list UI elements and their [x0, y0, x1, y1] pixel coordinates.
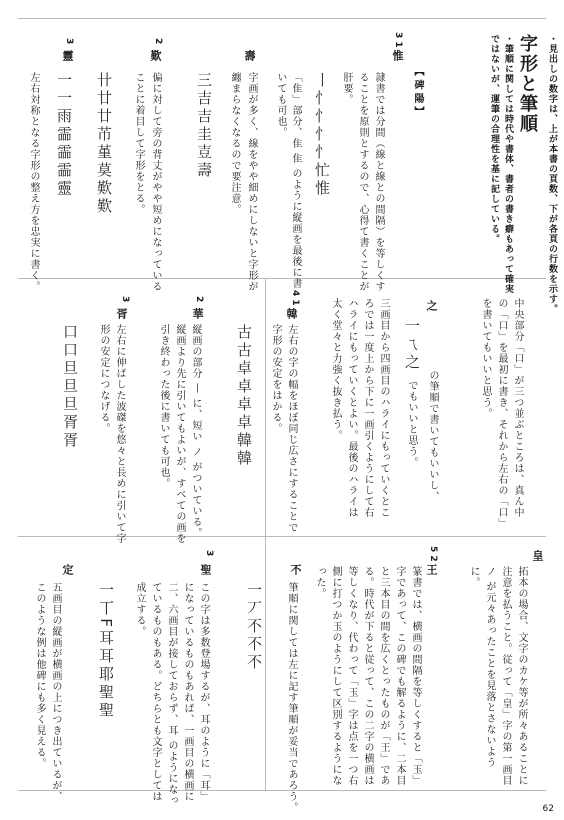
- column-divider-1: [265, 279, 266, 536]
- stroke-order-sequence: 一丆不不不: [245, 582, 263, 672]
- entry-heading: 韓: [285, 308, 298, 319]
- entry-text: 字形の安定をはかる。: [270, 324, 281, 434]
- entry-text: 側に打つか玉のようにして区別するようにな: [330, 566, 341, 786]
- section-rule-2: [18, 536, 546, 537]
- entry-text: 三画目から四画目のハライにもっていくとこ: [378, 298, 389, 518]
- entry-text: 等しくなり、代わって「玉」字は点を一つ右: [346, 566, 357, 786]
- entry-text: ることを原則とするので、心得て書くことが: [357, 72, 368, 292]
- entry-text: る。時代が下ると従って、この二字の横画は: [362, 566, 373, 786]
- entry-text: ろでは一度上から下に一画引くようにして右: [362, 298, 373, 518]
- entry-heading: 華: [191, 308, 204, 319]
- entry-note: いても可也。: [275, 72, 286, 138]
- entry-heading: 不: [289, 564, 302, 575]
- intro-line-1: ・見出しの数字は、上が本書の頁数、下が各頁の行数を示す。: [547, 34, 557, 314]
- entry-text: 縦画の部分 丨 に、短い ノ がついている。: [190, 324, 201, 539]
- entry-number: 3: [64, 38, 74, 45]
- entry-text: と三本目の間を広くとったものが「王」であ: [378, 566, 389, 786]
- stroke-order-sequence: 三吉吉圭壴壽: [195, 72, 213, 180]
- entry-text: 注意を払うこと。従って「皇」字の第一画目: [500, 566, 511, 786]
- entry-heading: 壽: [243, 50, 256, 61]
- entry-text: の筆順で書いてもいいし、: [427, 370, 438, 502]
- entry-text: ことに着目して字形をとる。: [133, 72, 144, 215]
- entry-text: このような例は他碑にも多く見える。: [34, 582, 45, 769]
- entry-text: 形の安定につなげる。: [98, 324, 109, 434]
- entry-text: 纏まらなくなるので要注意。: [229, 72, 240, 215]
- entry-text: 左右に伸ばした波磔を悠々と長めに引いて字: [114, 324, 125, 544]
- page-title: 字形と筆順: [517, 34, 538, 134]
- entry-text: 偏に対して旁の背丈がやや短めになっている: [150, 72, 161, 292]
- entry-text: に。: [468, 566, 479, 588]
- column-divider-2: [265, 537, 266, 790]
- entry-text: ているものもある。どちらとも文字としては: [150, 582, 161, 802]
- entry-text: 隷書では分間（線と線との間隔）を等しくす: [373, 72, 384, 292]
- entry-note: 「隹」部分、隹 隹 のように縦画を最後に書: [290, 72, 301, 290]
- entry-number: 2: [153, 38, 163, 45]
- entry-heading: 聖: [199, 564, 212, 575]
- section-rule-1: [18, 278, 546, 279]
- entry-text: 二、六画目が接しておらず、耳 のようになっ: [166, 582, 177, 807]
- entry-text: ノ が元々あったことを見落とさないよう: [484, 566, 495, 769]
- entry-text: ハライにもっていくとよい。最後のハライは: [346, 298, 357, 518]
- page-number: 62: [542, 804, 554, 814]
- intro-line-2: ・筆順に関しては時代や書体、書者の書き癖もあって確実: [503, 34, 513, 294]
- entry-number: 3: [204, 550, 214, 557]
- stroke-order-sequence: 口口旦旦旦胥胥: [61, 324, 79, 450]
- entry-text: 拓本の場合、文字のカケ等が所々あることに: [516, 566, 527, 786]
- entry-heading: 定: [61, 564, 74, 575]
- entry-text: 成立する。: [134, 582, 145, 637]
- entry-text: 字であって、この碑でも解るように、二本目: [394, 566, 405, 786]
- stroke-order-sequence: 一ㄟ之: [403, 318, 421, 372]
- entry-number: 3 1: [393, 32, 403, 48]
- entry-text: 五画目の縦画が横画の上につき出ているが、: [50, 582, 61, 802]
- entry-text: になっているものもあれば、一画目の横画に: [182, 582, 193, 802]
- entry-text: 字画が多く、線をやや細めにしないと字形が: [246, 72, 257, 292]
- entry-heading: 之: [425, 300, 438, 311]
- entry-number: 5 2: [428, 546, 438, 562]
- entry-heading: 胥: [115, 308, 128, 319]
- entry-text: 肝要。: [341, 72, 352, 105]
- entry-heading: 靈: [61, 50, 74, 61]
- entry-text: った。: [314, 566, 325, 599]
- entry-text: 引き終わった後に書いても可也。: [158, 324, 169, 489]
- entry-text: を書いてもいいと思う。: [480, 298, 491, 419]
- entry-text: の「口」を最初に書き、それから左右の「口」: [496, 298, 507, 529]
- stroke-order-sequence: 一丅F耳耳耶聖聖: [97, 582, 115, 721]
- intro-line-3: ではないが、運筆の合理性を基に記している。: [489, 34, 499, 244]
- section-tag: 【 碑 陽 】: [412, 66, 423, 117]
- entry-text: 縦画より先に引いてもよいが、すべての画を: [174, 324, 185, 544]
- stroke-order-sequence: 丨忄忄忄忄忙惟: [313, 72, 331, 198]
- entry-number: 3: [120, 296, 130, 303]
- entry-text: でもいいと思う。: [406, 380, 417, 468]
- entry-heading: 惟: [391, 50, 404, 61]
- entry-text: 篆書では、横画の間隔を等しくすると「玉」: [410, 566, 421, 786]
- bottom-rule: [18, 790, 546, 791]
- entry-heading: 王: [425, 564, 438, 575]
- entry-heading: 皇: [531, 550, 544, 561]
- stroke-order-sequence: 一一雨霝霝霝靈: [55, 72, 73, 198]
- entry-text: この字は多数登場するが、耳のように「耳」: [198, 582, 209, 802]
- stroke-order-sequence: 古古卓卓卓卓韓韓: [235, 324, 253, 468]
- entry-heading: 歎: [149, 50, 162, 61]
- entry-text: 左右対称となる字形の整え方を忠実に書く。: [28, 72, 39, 292]
- top-rule: [18, 18, 546, 19]
- entry-text: 太く堂々と力強く抜き払う。: [330, 298, 341, 441]
- entry-text: 左右の字の幅をほぼ同じ広さにすることで: [286, 324, 297, 533]
- entry-text: 中央部分「口」が三つ並ぶところは、真ん中: [512, 298, 523, 518]
- entry-number: 2: [194, 296, 204, 303]
- entry-number: 4 1: [290, 290, 300, 306]
- entry-text: 筆順に関しては左に記す筆順が妥当であろう。: [286, 582, 297, 813]
- stroke-order-sequence: 卄廿廿芇堇莫歎歎: [95, 72, 113, 216]
